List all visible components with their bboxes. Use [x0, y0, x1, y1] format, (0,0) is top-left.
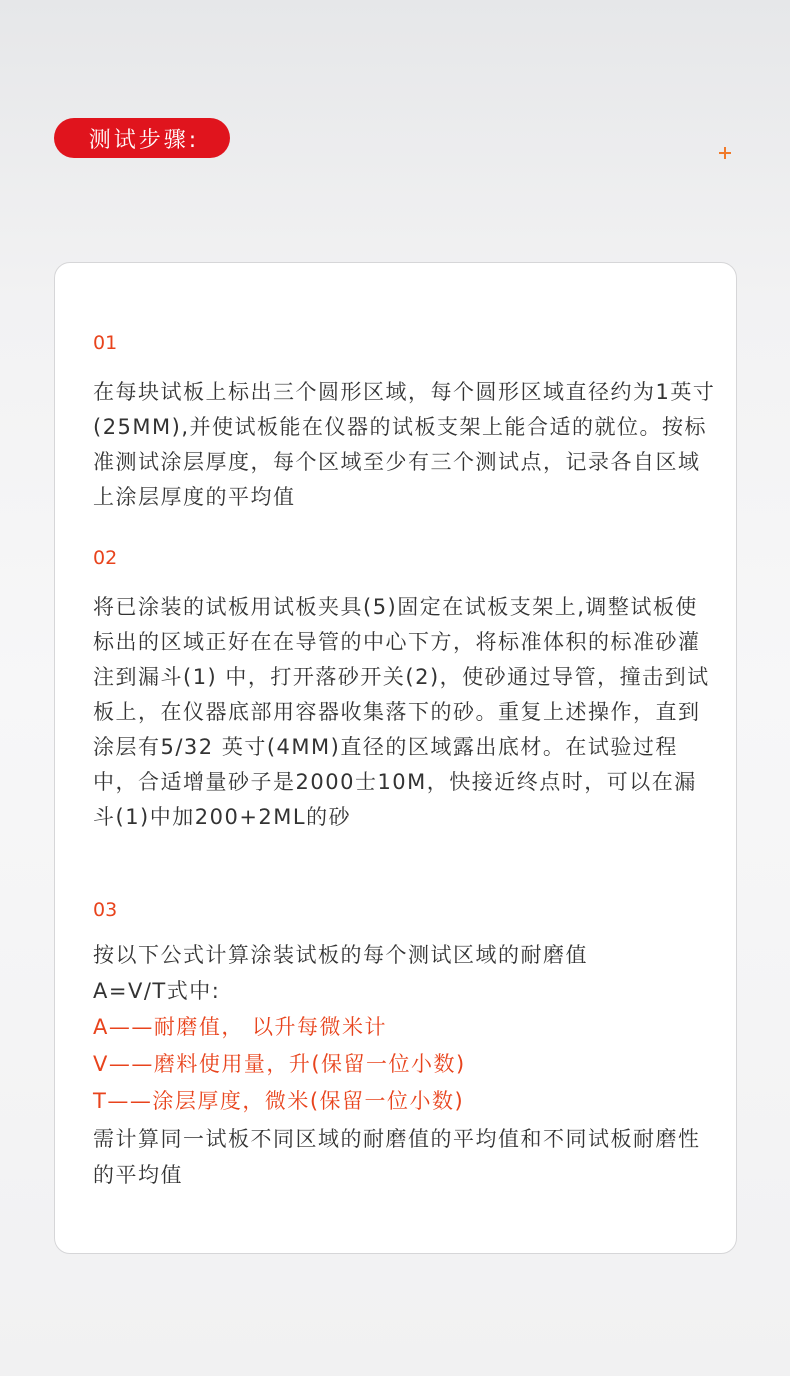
step-3	[93, 898, 717, 1193]
section-title: 测试步骤:	[88, 127, 200, 153]
step-2	[93, 546, 717, 835]
definition-t: T——涂层厚度，微米(保留一位小数)	[93, 1089, 465, 1113]
definition-v: V——磨料使用量，升(保留一位小数)	[93, 1052, 466, 1076]
step-number: 02	[93, 547, 118, 569]
step-text: 在每块试板上标出三个圆形区域，每个圆形区域直径约为1英寸(25MM),并使试板能在仪器的试板支架上能合适的就位。按标准测试涂层厚度，每个区域至少有三个测试点，记录各自区域上涂层厚度的平均值	[93, 380, 716, 509]
definition-a: A——耐磨值， 以升每微米计	[93, 1015, 388, 1039]
section-title-badge	[54, 118, 230, 158]
step-number: 01	[93, 332, 118, 354]
plus-icon	[717, 145, 733, 161]
step-number: 03	[93, 899, 118, 921]
formula: A=V/T式中:	[93, 978, 221, 1003]
formula-block	[93, 938, 717, 1193]
step-text: 将已涂装的试板用试板夹具(5)固定在试板支架上,调整试板使标出的区域正好在在导管的中心下方，将标准体积的标准砂灌注到漏斗(1) 中，打开落砂开关(2)，使砂通过导管，撞击到试板上，在仪器底部用容器收集落下的砂。重复上述操作，直到涂层有5/32 英寸(4MM)直径的区域露出底材。在试验过程中，合适增量砂子是2000士10M，快接近终点时，可以在漏斗(1)中加200+2ML的砂	[93, 595, 710, 829]
step-1	[93, 331, 717, 515]
content-card	[54, 262, 737, 1254]
step-intro: 按以下公式计算涂装试板的每个测试区域的耐磨值	[93, 943, 588, 967]
step-note: 需计算同一试板不同区域的耐磨值的平均值和不同试板耐磨性的平均值	[93, 1127, 701, 1187]
